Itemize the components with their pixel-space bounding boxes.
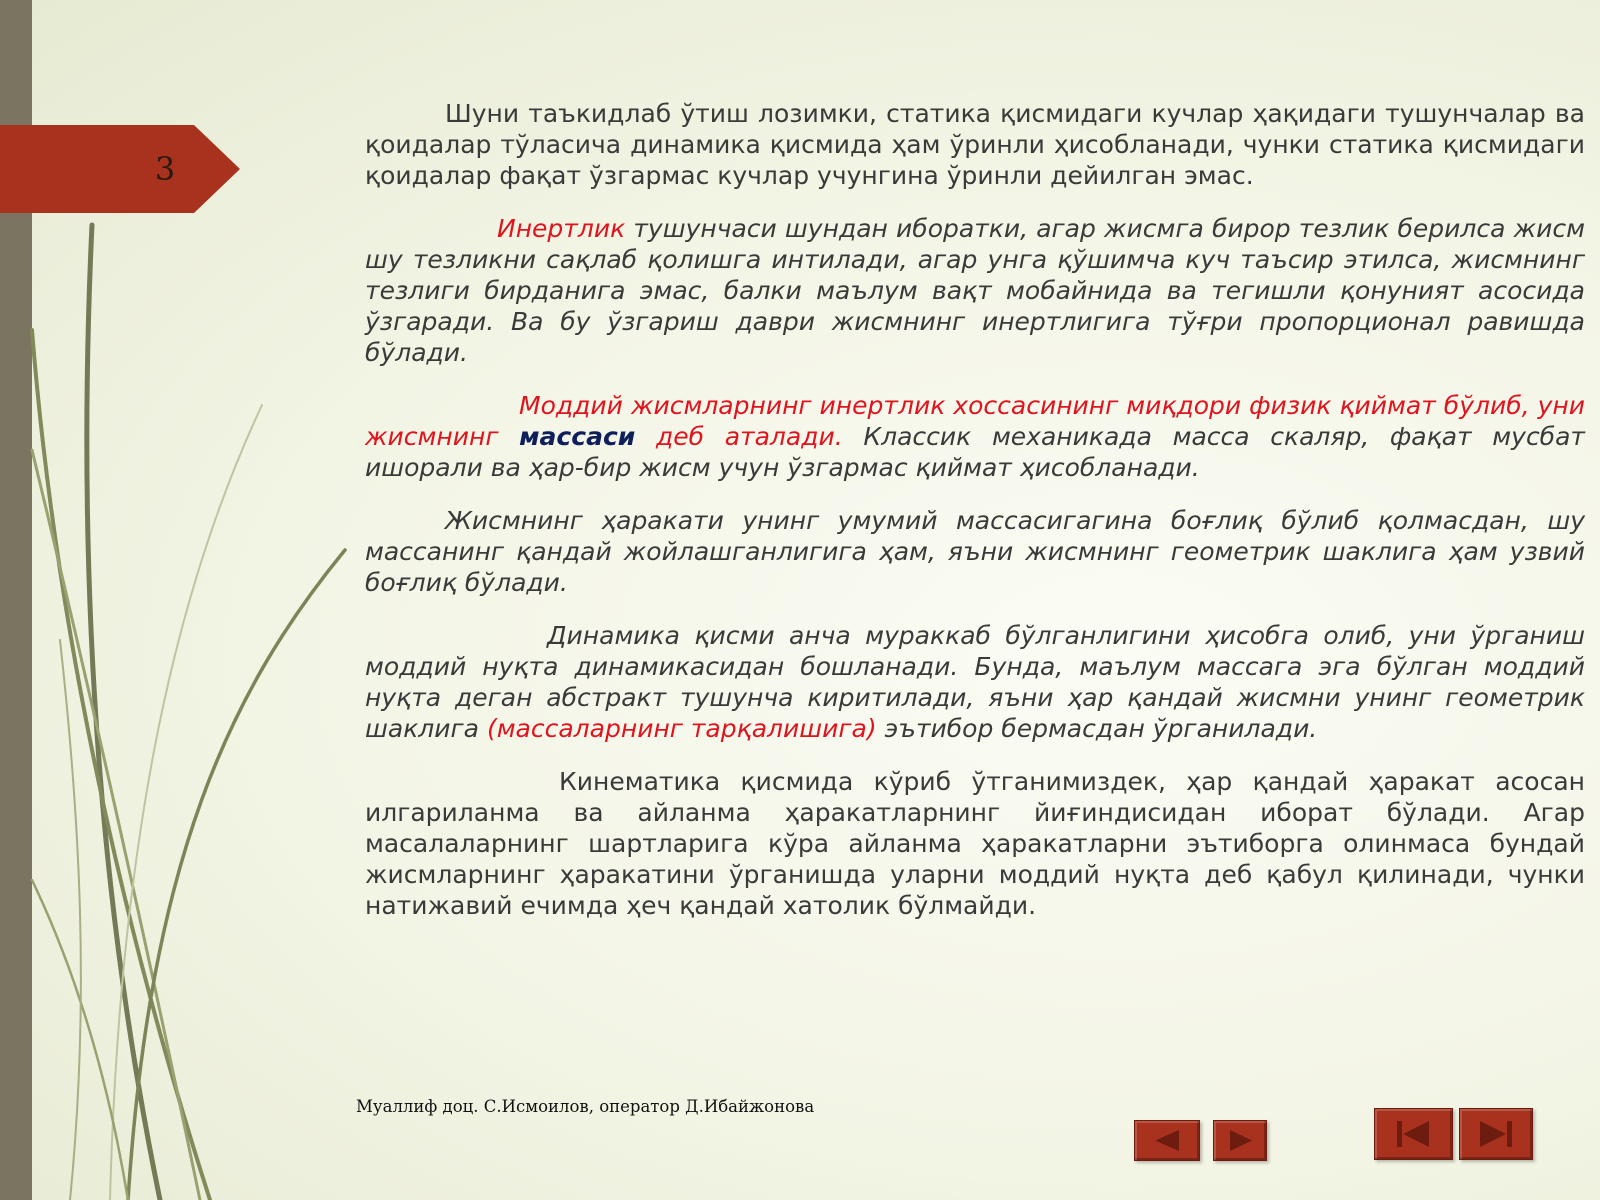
next-slide-button[interactable] bbox=[1213, 1120, 1267, 1161]
slide-body bbox=[365, 98, 1585, 921]
mass-distribution-note: (массаларнинг тарқалишига) bbox=[486, 714, 877, 743]
paragraph-4 bbox=[365, 505, 1585, 598]
term-mass: массаси bbox=[519, 422, 636, 451]
slide-number: 3 bbox=[154, 150, 176, 188]
paragraph-2 bbox=[365, 213, 1585, 368]
paragraph-4-text: Жисмнинг ҳаракати унинг умумий массасигагина боғлиқ бўлиб қолмасдан, шу массанинг қандай жойлашганлигига ҳам, яъни жисмнинг геометрик шаклига ҳам узвий боғлиқ бўлади. bbox=[365, 506, 1585, 597]
paragraph-1 bbox=[365, 98, 1585, 191]
paragraph-6 bbox=[365, 766, 1585, 921]
skip-to-end-icon bbox=[1460, 1109, 1532, 1159]
paragraph-5-text-b: эътибор бермасдан ўрганилади. bbox=[876, 714, 1318, 743]
first-slide-button[interactable] bbox=[1374, 1108, 1453, 1160]
triangle-right-icon bbox=[1214, 1121, 1266, 1160]
last-slide-button[interactable] bbox=[1459, 1108, 1533, 1160]
paragraph-1-text: Шуни таъкидлаб ўтиш лозимки, статика қисмидаги кучлар ҳақидаги тушунчалар ва қоидалар тўласича динамика қисмида ҳам ўринли ҳисобланади, чунки статика қисмидаги қоидалар фақат ўзгармас кучлар учунгина ўринли дейилган эмас. bbox=[365, 99, 1585, 190]
mass-definition-a: Моддий жисмларнинг инертлик хоссасининг миқдори физик қиймат бўлиб, уни жисмнинг bbox=[365, 391, 1585, 451]
paragraph-5-text-a: Динамика қисми анча мураккаб бўлганлигини ҳисобга олиб, уни ўрганиш моддий нуқта динамикасидан бошланади. Бунда, маълум массага эга бўлган моддий нуқта деган абстракт тушунча киритилади, яъни ҳар қандай жисмни унинг геометрик шаклига bbox=[365, 621, 1585, 743]
paragraph-5 bbox=[365, 620, 1585, 744]
skip-to-start-icon bbox=[1375, 1109, 1452, 1159]
mass-definition-b: деб аталади. bbox=[635, 422, 843, 451]
paragraph-2-text: тушунчаси шундан иборатки, агар жисмга бирор тезлик берилса жисм шу тезликни сақлаб қолишга интилади, агар унга қўшимча куч таъсир этилса, жисмнинг тезлиги бирданига эмас, балки маълум вақт мобайнида ва тегишли қонуният асосида ўзгаради. Ва бу ўзгариш даври жисмнинг инертлигига тўғри пропорционал равишда бўлади. bbox=[365, 214, 1585, 367]
triangle-left-icon bbox=[1135, 1121, 1199, 1160]
paragraph-6-text: Кинематика қисмида кўриб ўтганимиздек, ҳар қандай ҳаракат асосан илгариланма ва айланма ҳаракатларнинг йиғиндисидан иборат бўлади. Агар масалаларнинг шартларига кўра айланма ҳаракатларни эътиборга олинмаса бундай жисмларнинг ҳаракатини ўрганишда уларни моддий нуқта деб қабул қилинади, чунки натижавий ечимда ҳеч қандай хатолик бўлмайди. bbox=[365, 767, 1585, 920]
previous-slide-button[interactable] bbox=[1134, 1120, 1200, 1161]
term-inertia: Инертлик bbox=[497, 214, 626, 243]
footer-author: Муаллиф доц. С.Исмоилов, оператор Д.Ибайжонова bbox=[356, 1097, 815, 1116]
paragraph-3-text: Классик механикада масса скаляр, фақат мусбат ишорали ва ҳар-бир жисм учун ўзгармас қиймат ҳисобланади. bbox=[365, 422, 1585, 482]
slide-number-badge bbox=[0, 125, 240, 213]
paragraph-3 bbox=[365, 390, 1585, 483]
